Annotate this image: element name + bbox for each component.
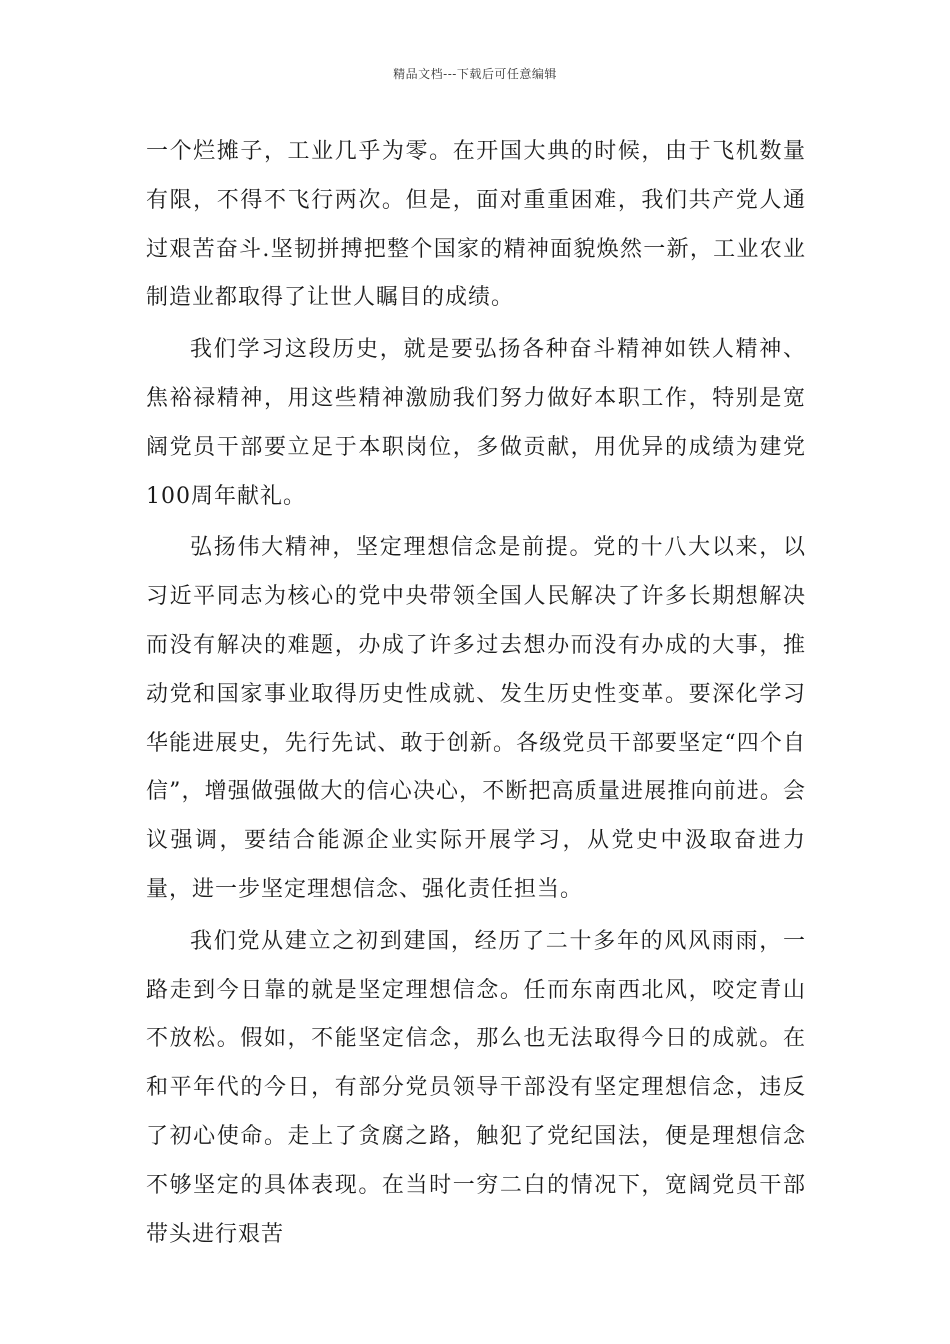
paragraph: 我们学习这段历史，就是要弘扬各种奋斗精神如铁人精神、焦裕禄精神，用这些精神激励我们努力做好本职工作，特别是宽阔党员干部要立足于本职岗位，多做贡献，用优异的成绩为建党 100周年献礼。 bbox=[146, 337, 806, 509]
paragraph-continuation: 一个烂摊子，工业几乎为零。在开国大典的时候，由于飞机数量有限，不得不飞行两次。但是，面对重重困难，我们共产党人通过艰苦奋斗.坚韧拼搏把整个国家的精神面貌焕然一新，工业农业制造业都取得了让世人瞩目的成绩。 bbox=[146, 139, 806, 311]
page-header: 精品文档---下载后可任意编辑 bbox=[393, 67, 557, 81]
document-body bbox=[146, 128, 806, 1259]
paragraph: 我们党从建立之初到建国，经历了二十多年的风风雨雨，一路走到今日靠的就是坚定理想信念。任而东南西北风，咬定青山不放松。假如，不能坚定信念，那么也无法取得今日的成就。在和平年代的今日，有部分党员领导干部没有坚定理想信念，违反了初心使命。走上了贪腐之路，触犯了党纪国法，便是理想信念不够坚定的具体表现。在当时一穷二白的情况下，宽阔党员干部带头进行艰苦 bbox=[146, 928, 806, 1247]
paragraph: 弘扬伟大精神，坚定理想信念是前提。党的十八大以来，以习近平同志为核心的党中央带领全国人民解决了许多长期想解决而没有解决的难题，办成了许多过去想办而没有办成的大事，推动党和国家事业取得历史性成就、发生历史性变革。要深化学习华能进展史，先行先试、敢于创新。各级党员干部要坚定“四个自信”，增强做强做大的信心决心，不断把高质量进展推向前进。会议强调，要结合能源企业实际开展学习，从党史中汲取奋进力量，进一步坚定理想信念、强化责任担当。 bbox=[146, 535, 806, 902]
